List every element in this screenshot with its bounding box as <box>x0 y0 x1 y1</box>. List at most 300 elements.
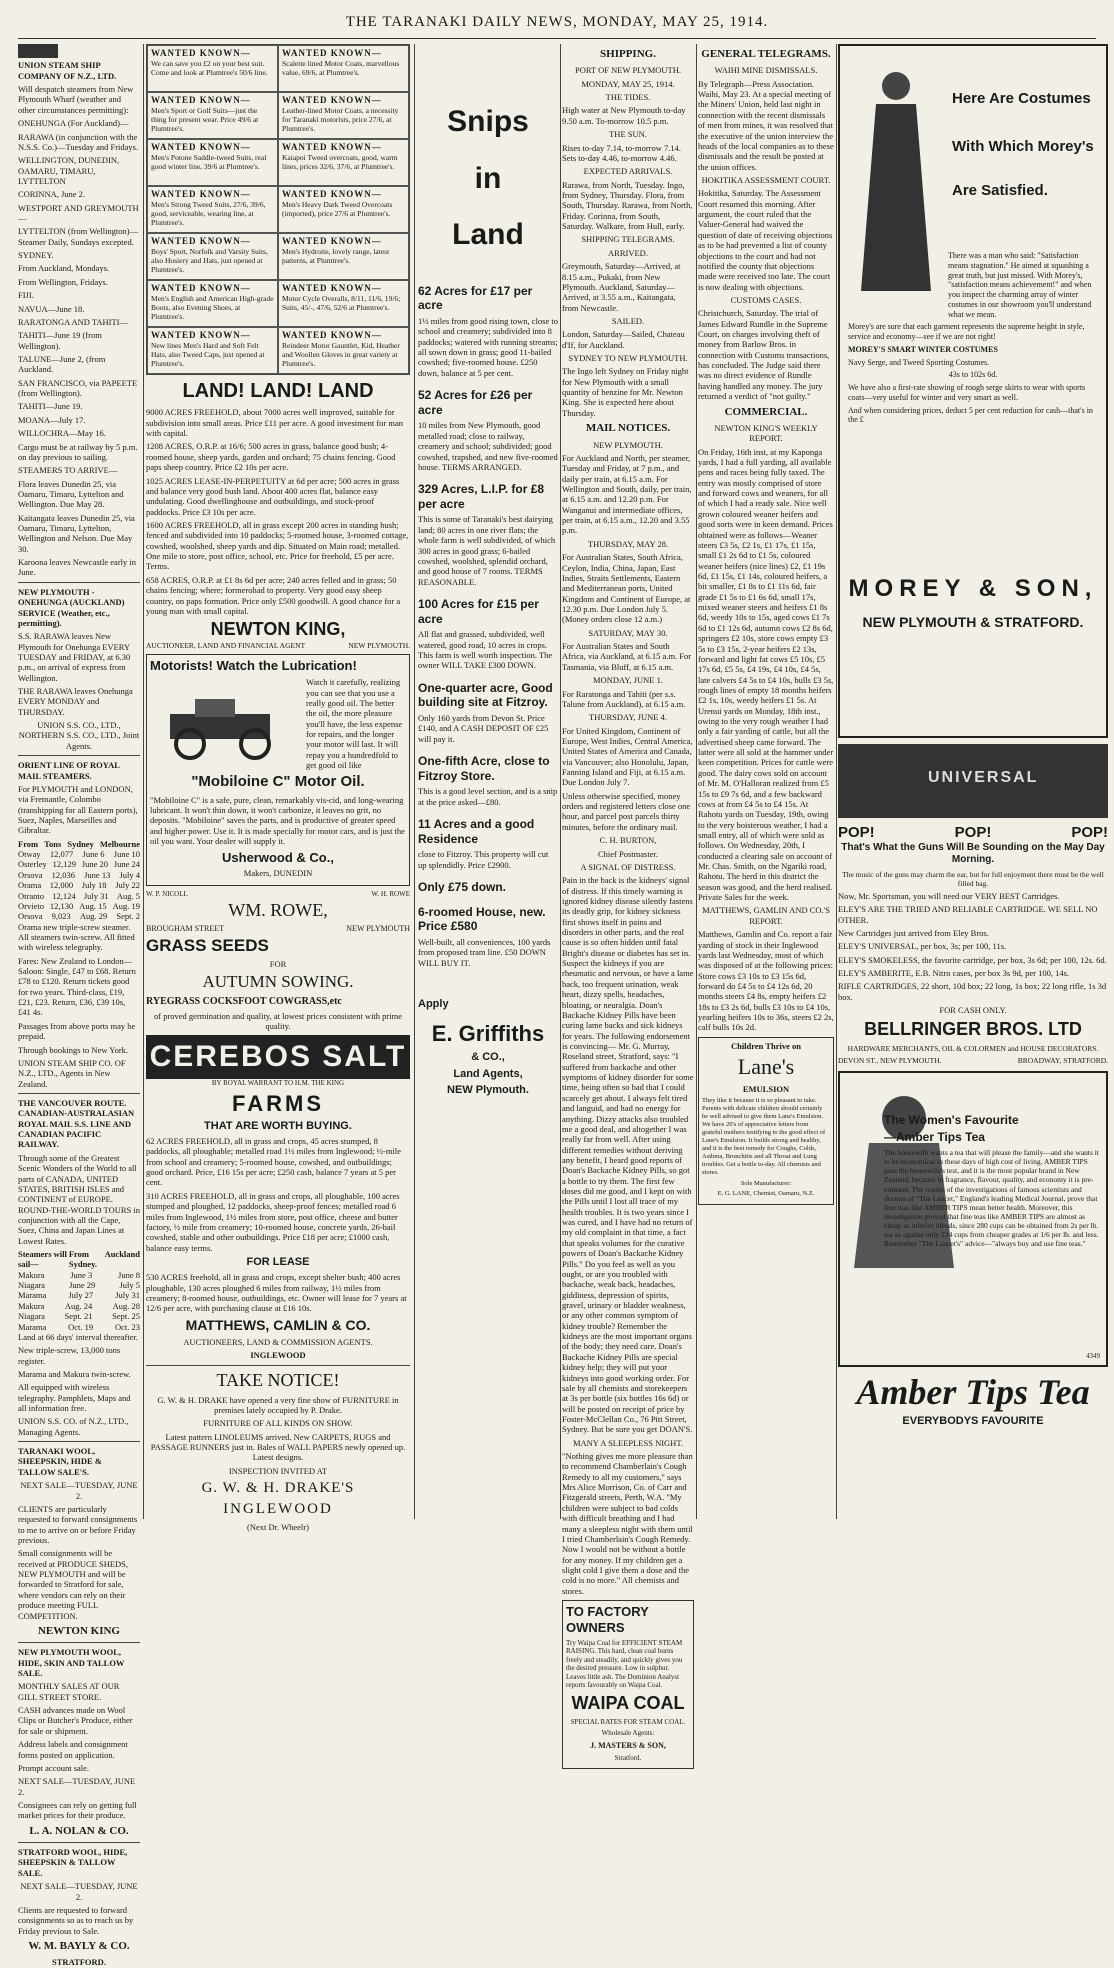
column-telegrams <box>698 44 834 1521</box>
pop-line: ELEY'S AMBERITE, E.B. Nitro cases, per box 3s 9d, per 100, 14s. <box>838 968 1070 979</box>
morey-body-2: Morey's are sure that each garment represents the supreme height in style, service and economy—see if we are not right! <box>848 322 1085 341</box>
usco-line: RARAWA (in conjunction with the N.S.S. Co.)—Tuesday and Fridays. <box>18 131 139 152</box>
wanted-known-title: WANTED KNOWN— <box>151 142 251 152</box>
table-row <box>18 1249 140 1270</box>
snip-body: 10 miles from New Plymouth, good metalled road; close to railway, creamery and school; subdivided; good cowshed, trapshed, and new five-roomed house. TERMS ARRANGED. <box>418 420 558 472</box>
snip-body: Only 160 yards from Devon St. Price £140, and A CASH DEPOSIT OF £25 will pay it. <box>418 712 549 744</box>
wanted-known-title: WANTED KNOWN— <box>151 283 251 293</box>
saturday-body: For Australian States and South Africa, via Auckland, at 6.15 a.m. For Tasmania, via Bluff, at 6.15 a.m. <box>562 641 692 672</box>
expected-body: Rarawa, from North, Tuesday. Ingo, from Sydney, Thursday. Flora, from South, Thursday. Rarawa, from North, Friday. Corinna, from South, Saturday. Walkare, from Hull, early. <box>562 179 693 232</box>
lanes-emulsion-ad <box>698 1037 834 1206</box>
cartridge-illustration <box>838 744 1108 818</box>
griffiths: E. Griffiths <box>431 1021 545 1047</box>
table-cell: July 5 <box>119 1280 140 1291</box>
table-cell: Aug. 19 <box>112 900 140 911</box>
wanted-known-text: We can save you £2 on your best suit. Come and look at Plumtree's 50/6 line. <box>151 58 268 78</box>
wanted-known-text: Men's Strong Tweed Suits, 27/6, 39/6, good, serviceable, wearing line, at Plumtree's. <box>151 199 266 228</box>
table-row <box>18 880 140 890</box>
snip-body: This is a good level section, and is a snip at the price asked—£80. <box>418 786 558 807</box>
np-service-title: NEW PLYMOUTH - ONEHUNGA (AUCKLAND) SERVICE (Weather, etc., permitting). <box>18 586 125 628</box>
usco-line: TALUNE—June 2, (from Auckland. <box>18 353 106 375</box>
notice-line: FURNITURE OF ALL KINDS ON SHOW. <box>203 1418 353 1429</box>
wanted-known-title: WANTED KNOWN— <box>282 95 382 105</box>
motor-car-icon <box>150 679 300 769</box>
commercial-heading: COMMERCIAL. <box>724 405 808 418</box>
np-wool-note: Address labels and consignment forms posted on application. <box>18 1739 128 1760</box>
amber-slogan: EVERYBODYS FAVOURITE <box>902 1414 1044 1427</box>
sun-heading: THE SUN. <box>609 129 647 140</box>
table-row <box>18 849 140 859</box>
apply: Apply <box>418 997 449 1010</box>
pop-word: POP! <box>1071 824 1108 841</box>
matthews-report-heading: MATTHEWS, GAMLIN AND CO.'S REPORT. <box>702 905 830 926</box>
signal-heading: A SIGNAL OF DISTRESS. <box>580 861 676 872</box>
usco-line: TAHITI—June 19. <box>18 401 83 412</box>
vancouver-title: THE VANCOUVER ROUTE. CANADIAN-AUSTRALASIAN ROYAL MAIL S.S. LINE AND CANADIAN PACIFIC RAILWAY. <box>18 1097 135 1150</box>
wanted-known-title: WANTED KNOWN— <box>151 189 251 199</box>
morey-smart: MOREY'S SMART WINTER COSTUMES <box>848 344 998 354</box>
table-cell: June 24 <box>113 859 140 870</box>
wanted-known-title: WANTED KNOWN— <box>282 48 382 58</box>
tides-heading: THE TIDES. <box>605 92 651 103</box>
stratford-wool-title: STRATFORD WOOL, HIDE, SHEEPSKIN & TALLOW SALE. <box>18 1847 128 1878</box>
morey-heading-3: Are Satisfied. <box>952 182 1048 199</box>
nicoll: W. P. NICOLL <box>146 889 188 898</box>
wanted-known-item <box>147 280 278 327</box>
stratford-notes <box>18 1905 140 1936</box>
usco-line: CORINNA, June 2. <box>18 189 86 200</box>
waipa-town: Stratford. <box>614 1753 642 1762</box>
usco-line: SYDNEY. <box>18 250 54 261</box>
general-heading: GENERAL TELEGRAMS. <box>701 48 831 60</box>
bellringer-addr: DEVON ST., NEW PLYMOUTH. <box>838 1055 942 1065</box>
thursday-body: For Australian States, South Africa, Ceylon, India, China, Japan, East Indies, Straits Settlements, Eastern and Mediterranean ports, United Kingdom and Continent of Europe, at 12.30 p.m. Due London July 5. (Money orders close 12 a.m.) <box>562 552 691 625</box>
grass-for: FOR <box>269 958 287 969</box>
table-cell: Niagara <box>18 1311 45 1322</box>
monday-body: For Raratonga and Tahiti (per s.s. Talune from Auckland), at 6.15 a.m. <box>562 688 686 709</box>
port-heading: PORT OF NEW PLYMOUTH. <box>574 65 681 76</box>
table-cell: Orama <box>18 880 42 891</box>
snip-heading: 62 Acres for £17 per acre <box>418 283 533 313</box>
snip-heading: 11 Acres and a good Residence <box>418 816 535 846</box>
table-cell: Makura <box>18 1300 45 1311</box>
usco-list <box>18 84 140 578</box>
table-row <box>18 891 140 901</box>
ryegrass-sub: of proved germination and quality, at lowest prices consistent with prime quality. <box>153 1010 402 1032</box>
table-cell: Sept. 21 <box>64 1311 93 1322</box>
usco-line: WESTPORT AND GREYMOUTH— <box>18 202 139 224</box>
snip-body: 1½ miles from good rising town, close to school and creamery; subdivided into 8 paddocks; watered with running streams; all sown down in grass; good 11-bailed cowshed; five-roomed house. £250 down, balance at 5 per cent. <box>418 316 559 378</box>
usco-line: STEAMERS TO ARRIVE— <box>18 465 118 476</box>
farm-item: 62 ACRES FREEHOLD, all in grass and crops, 45 acres stumped, 8 paddocks, all ploughable; metalled road 1½ miles from Inglewood; ½-mile from school and creamery; 5-roomed house, cowshed, and outbuildings; good orchard. Price, £16 15s per acre; £250 cash, balance 7 years at 5 per cent. <box>146 1136 401 1188</box>
telegrams-heading: SHIPPING TELEGRAMS. <box>581 234 675 245</box>
table-row <box>18 1301 140 1311</box>
rowe-address: BROUGHAM STREET <box>146 924 225 934</box>
orient-note: Orama new triple-screw steamer. All steamers twin-screw. All fitted with wireless telegraphy. <box>18 921 135 953</box>
table-cell: June 6 <box>82 849 105 860</box>
hokitika-heading: HOKITIKA ASSESSMENT COURT. <box>701 175 831 185</box>
np-wool-note: NEXT SALE—TUESDAY, JUNE 2. <box>18 1776 136 1797</box>
mobiloine-ad <box>146 654 410 885</box>
usco-line: FIJI. <box>18 290 34 301</box>
wanted-known-text: Men's Sport or Golf Suits—just the thing for present wear. Price 49/6 at Plumtree's. <box>151 105 259 134</box>
wanted-known-text: Boys' Sport, Norfolk and Varsity Suits, also Hosiery and Hats, just opened at Plumtree's. <box>151 246 268 275</box>
usco-line: WELLINGTON, DUNEDIN, OAMARU, TIMARU, LYTTELTON <box>18 155 120 186</box>
sailed-heading: SAILED. <box>611 315 645 326</box>
signal-body: Pain in the back is the kidneys' signal of distress. If this timely warning is ignored kidney disease silently fastens its deadly grip, for kidney sickness first shows itself in pains and disorders in other parts, and the real cause is so often hidden until fatal Bright's disease or diabetes has set in. Suspect the kidneys if you are rheumatic and nervous, or have a lame back, too frequent urination, weak heart, dizzy spells, headaches, bloating, or neuralgia. Doan's Backache Kidney Pills have been curing lame backs and sick kidneys for years. The following endorsement is convincing— Mr. G. Murray, Roseland street, Stratford, says: "I suffered from backache and other symptoms of kidney disorder for some time, being often so bad that I could scarcely get about. I always felt tired and languid, and had no energy for anything. Dizzy attacks also troubled me a good deal, and altogether I was really far from well. After using different remedies without deriving any benefit, I heard good reports of Doan's Backache Kidney Pills, so got a bottle to try them. The first few doses did me good, and I kept on with the Pills until I lost all trace of my health troubles. It is two years since I was cured, and I have had no return of my old complaint in that time, a fact that speaks volumes for the curative powers of Doan's Backache Kidney Pills." Do you feel as well as you ought, or are you troubled with backache, weak back, headaches, giddiness, depression of spirits, gravel, urinary or bladder weakness, or any other common symptom of kidney trouble? Remember the kidneys are the most important organs of the body; they need care. Doan's Backache Kidney Pills are special kidney help; they will put your kidneys into good working order. For sale by all chemists and storekeepers at 3s per bottle (six bottles 16s 6d) or will be posted on receipt of price by Foster-McClellan Co., 76 Pitt Street, Sydney. But be sure you get DOAN'S. <box>562 875 694 1435</box>
mobiloine-desc: "Mobiloine C" is a safe, pure, clean, remarkably vis-cid, and long-wearing lubricant. It won't thin down, it won't carbonize, it leaves no grit, no deposits. "Mobiloine" saves the parts, and is productive of greater speed and higher power. Use it. It is made specially for motor cars, and is just the oil you want. Your dealer will supply it. <box>150 794 405 847</box>
snips-land: Land <box>452 218 524 252</box>
table-cell: Steamers will sail— <box>18 1249 67 1270</box>
orient-intro: For PLYMOUTH and LONDON, via Fremantle, Colombo (transhipping for all Eastern ports), Suez, Naples, Marseilles and Gibraltar. <box>18 783 138 836</box>
vancouver-note: UNION S.S. CO. of N.Z., LTD., Managing Agents. <box>18 1416 129 1437</box>
steamship-icon <box>18 44 140 60</box>
wanted-known-title: WANTED KNOWN— <box>282 142 382 152</box>
notice-line: G. W. & H. DRAKE have opened a very fine show of FURNITURE in premises lately occupied by P. Drake. <box>157 1394 399 1415</box>
table-row <box>18 911 140 921</box>
np-service-line: S.S. RARAWA leaves New Plymouth for Onehunga EVERY TUESDAY and FRIDAY, at 6.30 p.m., on arrival of express from Wellington. <box>18 631 131 683</box>
lane-maker: Sole Manufacturer: <box>740 1179 792 1187</box>
tides-body: High water at New Plymouth to-day 9.50 a.m. To-morrow 10.5 p.m. <box>562 105 686 126</box>
morey-body-3: We have also a first-rate showing of rough serge skirts to wear with sports coats—very useful for winter and very smart as well. <box>848 383 1086 402</box>
usco-line: Flora leaves Dunedin 25, via Oamaru, Timaru, Lyttelton and Wellington. Due May 28. <box>18 478 124 510</box>
waipa-coal-ad <box>562 1600 694 1769</box>
column-shipping-mail <box>562 44 694 1762</box>
taranaki-note: Small consignments will be received at PRODUCE SHEDS, NEW PLYMOUTH and will be forwarded to Stratford for sale, where vendors can rely on their produce meeting FULL COMPETITION. <box>18 1548 129 1621</box>
newton-report-body: On Friday, 16th inst, at my Kaponga yards, I had a full yarding, all available pens and races being fully taxed. The entry was mostly comprised of store and forward cows and weaners, for all of which I had a ready sale. Nice well grown coloured weaner heifers and good sorts were in keen demand. Prices obtained were as follows—Weaner steers £3 5s, £2 1s, £1 17s, £1 15s, small £1 2s 6d to £1 5s, coloured weaner heifers (nice lines) £2, £1 19s 6d, £1 15s, £1 14s, coloured heifers, a bit smaller, £1 8s to £1 11s 6d, fair grade £1 5s to £1 6s 6d, small 17s, mixed weaner steers and heifers £1 8s 6d, weedy 10s to 15s, aged cows £1 7s 6d to £1 12s 6d, autumn cows £2 8s 6d, springers £2 10s, store cows empty £3 5s to £3 15s, 2-year heifers £2 13s, forward and light fat cows £5 10s, £5 17s 6d, £5 5s, £4 19s, £4 10s, £4 5s, late calvers £4 5s to £4 10s, bulls £3 5s, rough lines of empty 18 months heifers £2 1s, 10s, weedy heifers £1 5s. At Urenui yards on Monday, 18th inst., owing to the very rough weather I had only a fair yarding of cattle, but all the advertised sheep came forward. The latter were all sold at the hammer under keen competition. Prices for cattle were good. The dairy cows sold on account of Mr. M. O'Halloran realized from £5 15s to £9 7s 6d, and a few backward cows at from £4 5s to £4 15s. At Rahotu yards on Tuesday, 19th, owing to the very boisterous weather, I had a small entry, all of which were sold as follows. On Wednesday, 20th, I conducted a clearing sale on account of Mr. Chas. Smith, on the Ngariki road, Rahotu. The herd in this district the season was good, and the herd realised. Private Sales for the week. <box>698 446 834 903</box>
waipa-sub: SPECIAL RATES FOR STEAM COAL. <box>570 1717 686 1726</box>
table-cell: Aug. 28 <box>112 1300 140 1311</box>
lane-emulsion: EMULSION <box>742 1083 790 1094</box>
table-cell: Osterley <box>18 859 47 870</box>
griffiths-co: & CO., <box>471 1051 505 1064</box>
arrived-heading: ARRIVED. <box>608 247 648 258</box>
table-cell: Niagara <box>18 1280 45 1291</box>
amber-heading-1: The Women's Favourite <box>884 1112 1019 1127</box>
sailed-body: London, Saturday—Sailed, Chateau d'If, for Auckland. <box>562 329 685 350</box>
usherwood: Usherwood & Co., <box>222 849 334 865</box>
table-row <box>18 839 140 849</box>
taranaki-next-sale: NEXT SALE—TUESDAY, JUNE 2. <box>20 1480 138 1501</box>
wanted-known-item <box>147 233 278 280</box>
np-service-line: THE RARAWA leaves Onehunga EVERY MONDAY and THURSDAY. <box>18 686 133 717</box>
thursday2-heading: THURSDAY, JUNE 4. <box>589 712 667 723</box>
vancouver-table <box>18 1249 140 1332</box>
table-cell: 12,129 <box>52 859 76 870</box>
land-item: 1025 ACRES LEASE-IN-PERPETUITY at 6d per acre; 500 acres in grass and balance very good bush land. About 400 acres flat, balance easy undulating. Good dwellinghouse and outbuildings, and stock-proof paddocks. Price £3 10s per acre. <box>146 475 400 517</box>
mobiloine-brand: "Mobiloine C" Motor Oil. <box>191 773 365 791</box>
wanted-known-item <box>278 45 409 92</box>
burton: C. H. BURTON, <box>599 835 657 846</box>
saturday-heading: SATURDAY, MAY 30. <box>588 627 668 638</box>
np-wool-note: MONTHLY SALES AT OUR GILL STREET STORE. <box>18 1681 120 1702</box>
pop-word: POP! <box>954 824 992 841</box>
np-wool-title: NEW PLYMOUTH WOOL, HIDE, SKIN AND TALLOW SALE. <box>18 1647 125 1678</box>
table-cell: June 20 <box>81 859 108 870</box>
waipa-to: TO FACTORY OWNERS <box>566 1604 649 1635</box>
nolan-sig: L. A. NOLAN & CO. <box>29 1824 129 1837</box>
rowe-town: NEW PLYMOUTH <box>346 924 410 934</box>
sun-body: Rises to-day 7.14, to-morrow 7.14. Sets to-day 4.46, to-morrow 4.46. <box>562 142 681 163</box>
wanted-known-text: Reindeer Motor Gauntlet, Kid, Heather and Woollen Gloves in great variety at Plumtree's. <box>282 340 400 369</box>
orient-note: Through bookings to New York. <box>18 1044 129 1055</box>
taranaki-sale-title: TARANAKI WOOL, SHEEPSKIN, HIDE & TALLOW SALE'S. <box>18 1446 102 1477</box>
cerebos-sub: BY ROYAL WARRANT TO H.M. THE KING <box>211 1079 345 1088</box>
farm-item: 310 ACRES FREEHOLD, all in grass and crops, all ploughable, 100 acres stumped and ploughed, 12 paddocks, sheep-proof fences; metalled road 6 miles from Inglewood, 1½ miles from store, post office, cheese and butter factory, ½ mile from creamery; 10-roomed house, concrete yards, 26-bail cowshed, stable and other outbuildings. Price £18 per acre; £1000 cash, balance easy terms. <box>146 1190 400 1253</box>
table-cell: June 29 <box>69 1280 96 1291</box>
autumn-sowing: AUTUMN SOWING. <box>202 972 354 992</box>
expected-heading: EXPECTED ARRIVALS. <box>583 166 673 177</box>
table-cell: Aug. 5 <box>116 890 140 901</box>
table-cell: 9,023 <box>51 911 71 922</box>
pop-lines <box>838 891 1108 1002</box>
table-cell: Aug. 24 <box>64 1300 93 1311</box>
lane-name: E. G. LANE, Chemist, Oamaru, N.Z. <box>717 1190 815 1198</box>
customs-body: Christchurch, Saturday. The trial of James Edward Rundle in the Supreme Court, on charges involving theft of money from Barlow Bros. in connection with Customs transactions, has concluded. The Judge said there was no direct evidence of Rundle having handled any money. The jury returned a verdict of "not guilty." <box>698 308 830 402</box>
snip-heading: 52 Acres for £26 per acre <box>418 388 533 417</box>
table-cell: Orsova <box>18 869 43 880</box>
morey-heading-2: With Which Morey's <box>952 138 1094 155</box>
mail-body: For Auckland and North, per steamer, Tuesday and Friday, at 7 p.m., and daily per train, at 6.15 a.m. For Wellington and South, daily, per train, at 6.15 a.m. and 12.20 p.m. For Wanganui and intermediate offices, per train, at 6.15 a.m., 12.20 and 3.55 p.m. <box>562 452 692 536</box>
amber-body: The housewife wants a tea that will please the family—and she wants it to be economical in these days of high cost of living. AMBER TIPS pass the housewife's test, and it is the most popular brand in New Zealand, because in fragrance, flavour, quality, and economy it is pre-eminent. The results of the investigations of famous scientists and doctors of "The Lancet," England's leading Medical Journal, prove that fine teas like AMBER TIPS mean better health. Moreover, this investigation proved that fine teas like AMBER TIPS are almost as cheap as inferior blends, since 280 cups can be obtained from 2s per lb. tea as against only 224 cups from cheaper grades at 1/6 per lb. and less. Remember "The Lancet's" advice—"always buy and use fine teas." <box>884 1148 1099 1249</box>
table-cell: June 8 <box>118 1269 140 1280</box>
table-row <box>18 1311 140 1321</box>
waipa-agents: Wholesale Agents: <box>601 1729 655 1738</box>
masthead: THE TARANAKI DAILY NEWS, MONDAY, MAY 25, 1914. <box>345 14 769 30</box>
farms-heading: FARMS <box>232 1090 324 1116</box>
hrowe: W. H. ROWE <box>371 889 410 898</box>
usco-line: MOANA—July 17. <box>18 414 86 425</box>
table-row <box>18 1290 140 1300</box>
grass-seeds: GRASS SEEDS <box>146 935 269 955</box>
for-lease: FOR LEASE <box>246 1256 310 1268</box>
table-cell: Orvieto <box>18 900 44 911</box>
arrived-body: Greymouth, Saturday—Arrived, at 8.15 a.m., Pukaki, from New Plymouth. Auckland, Saturday—Arrived, at 3.55 a.m., Kaitangata, from Newcastle. <box>562 261 681 313</box>
thursday-heading: THURSDAY, MAY 28. <box>587 538 669 549</box>
monday-heading: MONDAY, JUNE 1. <box>593 675 663 686</box>
table-cell: From <box>18 838 39 849</box>
column-divider <box>414 44 415 1519</box>
wanted-known-grid <box>146 44 410 375</box>
wanted-known-title: WANTED KNOWN— <box>151 48 251 58</box>
waipa-body: Try Waipa Coal for EFFICIENT STEAM RAISING. This hard, clean coal burns freely and steadily, and quickly gives you the desired pressure. Low in sulphur. Leaves little ash. The Dominion Analyst reports favourably on Waipa Coal. <box>566 1638 683 1690</box>
wanted-known-title: WANTED KNOWN— <box>282 189 382 199</box>
wanted-known-text: Men's English and American High-grade Boots, also Evening Shoes, at Plumtree's. <box>151 293 274 322</box>
np-wool-note: Consignees can rely on getting full market prices for their produce. <box>18 1799 137 1821</box>
morey-price: 43s to 102s 6d. <box>948 370 998 380</box>
table-cell: 12,130 <box>49 900 74 911</box>
wanted-known-text: Motor Cycle Overalls, 8/11, 11/6, 19/6; Suits, 45/-, 47/6, 52/6 at Plumtree's. <box>282 293 401 313</box>
column-snips <box>418 44 558 1521</box>
wanted-known-item <box>147 139 278 186</box>
table-cell: 12,000 <box>49 880 74 891</box>
land-item: 9000 ACRES FREEHOLD, about 7000 acres well improved, suitable for subdivision into small areas. Price £11 per acre. A good investment for man with capital. <box>146 407 403 439</box>
table-cell: Otway <box>18 849 41 860</box>
wanted-known-title: WANTED KNOWN— <box>151 330 251 340</box>
wanted-known-item <box>278 139 409 186</box>
table-cell: From Sydney. <box>68 1249 97 1270</box>
usco-line: From Wellington, Fridays. <box>18 276 108 287</box>
orient-notes <box>18 922 140 1089</box>
sydney-heading: SYDNEY TO NEW PLYMOUTH. <box>568 353 688 364</box>
snip-body: Well-built, all conveniences, 100 yards from proposed tram line. £50 DOWN WILL BUY IT. <box>418 936 551 968</box>
usco-line: SAN FRANCISCO, via PAPEETE (from Wellington). <box>18 377 138 399</box>
newton-king-heading: NEWTON KING, <box>210 619 346 640</box>
np-wool-notes <box>18 1681 140 1820</box>
snip-body: This is some of Taranaki's best dairying land; 80 acres in one river flats; the whole farm is well subdivided, of which 300 acres in good grass; 6-bailed cowshed, woolshed, splendid orchard, and good house of 7 rooms. TERMS REASONABLE. <box>418 514 556 587</box>
griffiths-town: NEW Plymouth. <box>447 1083 529 1096</box>
ryegrass: RYEGRASS COCKSFOOT COWGRASS,etc <box>146 995 342 1007</box>
pop-line: ELEY'S UNIVERSAL, per box, 3s; per 100, 11s. <box>838 941 1007 952</box>
cartridge-label: UNIVERSAL <box>928 769 1039 786</box>
table-row <box>18 1322 140 1332</box>
morey-town: NEW PLYMOUTH & STRATFORD. <box>862 614 1084 630</box>
wanted-known-title: WANTED KNOWN— <box>151 236 251 246</box>
table-cell: June 3 <box>70 1269 93 1280</box>
snip-body: close to Fitzroy. This property will cut up splendidly. Price £2900. <box>418 849 549 870</box>
table-cell: July 31 <box>115 1290 140 1301</box>
wanted-known-text: Kaiapoi Tweed overcoats, good, warm lines, prices 32/6, 37/6, at Plumtree's. <box>282 152 398 172</box>
mobiloine-heading: Motorists! Watch the Lubrication! <box>150 658 357 674</box>
table-cell: Melbourne <box>99 838 140 849</box>
usco-line: Cargo must be at railway by 5 p.m. on day previous to sailing. <box>18 441 138 462</box>
table-cell: Tons <box>44 838 62 849</box>
pop-body: The music of the guns may charm the ear, but for full enjoyment there must be the well filled bag. <box>842 869 1104 888</box>
waihi-heading: WAIHI MINE DISMISSALS. <box>714 65 818 76</box>
mobiloine-body: Watch it carefully, realizing you can see that you use a really good oil. The better the oil, the more pleasure you'll have, the less expense for repairs, and the longer your motor will last. It will repay you a hundredfold to get good oil like <box>306 677 403 771</box>
table-cell: June 10 <box>113 849 140 860</box>
drake-sub: (Next Dr. Wheelr) <box>247 1521 309 1532</box>
matthews-heading: MATTHEWS, CAMLIN & CO. <box>185 1316 371 1333</box>
lane-child: Children Thrive on <box>730 1040 802 1051</box>
vancouver-note: All equipped with wireless telegraphy. Pamphlets, Maps and all information free. <box>18 1382 131 1414</box>
pop-line: ELEY'S ARE THE TRIED AND RELIABLE CARTRIDGE. WE SELL NO OTHER. <box>838 904 1098 925</box>
vancouver-note: Marama and Makura twin-screw. <box>18 1368 131 1379</box>
table-cell: Marama <box>18 1321 47 1332</box>
pop-heading <box>838 824 1108 842</box>
snips-in: in <box>474 161 502 195</box>
lane-heading: Lane's <box>737 1054 795 1080</box>
taranaki-note: CLIENTS are particularly requested to forward consignments to me to arrive on or before Friday previous. <box>18 1503 138 1545</box>
customs-heading: CUSTOMS CASES. <box>730 294 802 305</box>
wanted-known-text: Leather-lined Motor Coats, a necessity for Taranaki motorists, price 27/6, at Plumtree's. <box>282 105 399 134</box>
column-shipping-ads <box>18 44 140 1968</box>
usco-line: From Auckland, Mondays. <box>18 263 110 274</box>
table-cell: Orsova <box>18 911 43 922</box>
table-cell: Sydney <box>67 838 94 849</box>
table-cell: 12,036 <box>51 869 76 880</box>
land-item: 1600 ACRES FREEHOLD, all in grass except 200 acres in standing bush; fenced and subdivided into 10 paddocks; 5-roomed house, 3-roomed cottage, cowshed, woolshed, sheep yards and dip. Situated on Main road; metalled. One mile to store, post office, school, etc. Price for freehold, £5 per acre. Terms. <box>146 519 409 572</box>
table-cell: Otranto <box>18 890 44 901</box>
usco-line: WILLOCHRA—May 16. <box>18 428 106 439</box>
table-cell: July 18 <box>81 880 107 891</box>
orient-title: ORIENT LINE OF ROYAL MAIL STEAMERS. <box>18 760 120 781</box>
matthews-report-body: Matthews, Gamlin and Co. report a fair yarding of stock in their Inglewood yards last Wednesday, most of which was disposed of at the following prices: Store cows £3 10s to £3 15s 6d, forward do £4 5s to £4 12s 6d, 20 months steers £4 8s, empty heifers £2 18s to £3 2s 6d, bulls £3 10s to £4 10s, yearling heifers 10s to 36s, steers £2 2s, calf bulls 10s 2d. <box>698 929 834 1033</box>
table-cell: Marama <box>18 1290 47 1301</box>
bellringer-sub: HARDWARE MERCHANTS, OIL & COLORMEN and HOUSE DECORATORS. <box>847 1043 1099 1053</box>
morey-ad <box>838 44 1108 738</box>
newton-king-sig: NEWTON KING <box>37 1624 120 1637</box>
usco-line: Will despatch steamers from New Plymouth Wharf (weather and other circumstances permitting): <box>18 84 134 115</box>
land-item: 1208 ACRES, O.R.P. at 16/6; 500 acres in grass, balance good bush; 4-roomed house, sheep yards, garden and orchard; 75 chains fencing. Good paps sheep country. Price £2 10s per acre. <box>146 441 396 473</box>
table-cell: Aug. 15 <box>79 900 107 911</box>
np-agents: UNION S.S. CO., LTD., NORTHERN S.S. CO., LTD., Joint Agents. <box>18 720 140 751</box>
table-cell: 12,077 <box>49 849 74 860</box>
amber-text <box>880 1113 1100 1252</box>
morey-body-4: And when considering prices, deduct 5 per cent reduction for cash—that's in the £ <box>848 405 1093 425</box>
morey-body-1: There was a man who said: "Satisfaction means stagnation." He aimed at squashing a great truth, but just missed. With Morey's, "satisfaction means achievement!" and when you inspect the charming array of winter costumes in our showroom you'll understand what we mean. <box>948 251 1092 319</box>
usco-line: TAHITI—June 19 (from Wellington). <box>18 330 102 351</box>
land-list <box>146 407 410 616</box>
date-heading: MONDAY, MAY 25, 1914. <box>581 78 675 89</box>
newton-report-heading: NEWTON KING'S WEEKLY REPORT. <box>714 422 818 444</box>
mail-np: NEW PLYMOUTH. <box>593 439 663 450</box>
sydney-body: The Ingo left Sydney on Friday night for New Plymouth with a small quantity of benzine for Mr. Newton King. She is expected here about Thursday. <box>562 366 689 418</box>
table-cell: Aug. 29 <box>79 911 108 922</box>
farms-list <box>146 1136 410 1253</box>
table-cell: June 13 <box>84 869 111 880</box>
bellringer-heading: BELLRINGER BROS. LTD <box>864 1018 1082 1039</box>
wanted-known-text: Men's Hydroite, lovely range, latest patterns, at Plumtree's. <box>282 246 390 266</box>
bellringer-addr2: BROADWAY, STRATFORD. <box>1017 1055 1108 1065</box>
newton-king-town: NEW PLYMOUTH. <box>348 641 410 651</box>
table-cell: Sept. 25 <box>112 1311 140 1322</box>
rowe-heading: WM. ROWE, <box>228 900 328 921</box>
lease-item: 530 ACRES freehold, all in grass and crops, except shelter bush; 400 acres ploughable, 130 acres ploughed 6 miles from railway, 1½ miles from creamery; 8-roomed house, outbuildings, etc. Owner will lease for 7 years at 12/6 per acre, with purchasing clause at £16 10s. <box>146 1272 407 1314</box>
morey-name: MOREY & SON, <box>848 575 1098 602</box>
usco-title: UNION STEAM SHIP COMPANY OF N.Z., LTD. <box>18 60 117 81</box>
farms-sub: THAT ARE WORTH BUYING. <box>204 1119 352 1132</box>
column-divider <box>836 44 837 1519</box>
table-cell: Sept. 2 <box>116 911 140 922</box>
notice-lines <box>146 1395 410 1477</box>
snip-heading: One-fifth Acre, close to Fitzroy Store. <box>418 754 550 783</box>
lane-body: They like it because it is so pleasant to take. Parents with delicate children should certainly be well advised to give them Lane's Emulsion. We have 20's of appreciative letters from grateful mothers testifying to the good effect of Lane's Emulsion. It builds strong and healthy, and it is the best remedy for Coughs, Colds, Asthma, Bronchitis and all Throat and Lung troubles. Get a bottle to-day. All chemists and stores. <box>702 1097 826 1176</box>
amber-logo: Amber Tips Tea <box>856 1371 1090 1412</box>
mail-heading: MAIL NOTICES. <box>585 422 671 435</box>
griffiths-agents: Land Agents, <box>453 1067 523 1080</box>
hokitika-body: Hokitika, Saturday. The Assessment Court resumed this morning. After argument, the court ruled that the Valuer-General had waived the question of date of receiving objections as to be had prevented a list of county objections to the court and had not notified the county that objections made were received too late. The court is now dealing with objections. <box>698 188 833 292</box>
np-service-list <box>18 631 140 717</box>
masthead-rule <box>18 38 1096 39</box>
wanted-known-text: Men's Heavy Dark Tweed Overcoats (imported), price 27/6 at Plumtree's. <box>282 199 393 219</box>
stratford-next-sale: NEXT SALE—TUESDAY, JUNE 2. <box>20 1881 138 1902</box>
usherwood-sub: Makers, DUNEDIN <box>243 868 313 879</box>
table-cell: Oct. 23 <box>114 1321 140 1332</box>
morey-text <box>848 251 1098 428</box>
wanted-known-item <box>147 92 278 139</box>
wanted-known-item <box>147 186 278 233</box>
amber-tips-ad <box>838 1071 1108 1367</box>
table-row <box>18 1280 140 1290</box>
snip-heading: One-quarter acre, Good building site at Fitzroy. <box>418 680 553 710</box>
sleepless-heading: MANY A SLEEPLESS NIGHT. <box>572 1437 684 1448</box>
vancouver-notes <box>18 1332 140 1437</box>
morey-heading-1: Here Are Costumes <box>952 90 1091 107</box>
usco-line: RARATONGA AND TAHITI— <box>18 316 128 327</box>
snip-heading: Only £75 down. <box>418 879 507 894</box>
usco-line: Kaitangata leaves Dunedin 25, via Oamaru, Timaru, Lyttelton, Wellington and Nelson. Due May 30. <box>18 512 135 554</box>
wanted-known-item <box>147 45 278 92</box>
orient-table <box>18 839 140 922</box>
waipa-name: J. MASTERS & SON, <box>590 1740 666 1750</box>
drake-town: INGLEWOOD <box>223 1501 333 1518</box>
matthews-sub: AUCTIONEERS, LAND & COMMISSION AGENTS. <box>183 1336 373 1347</box>
amber-heading-2: —Amber Tips Tea <box>884 1130 985 1145</box>
table-cell: Oct. 19 <box>68 1321 94 1332</box>
table-cell: July 27 <box>68 1290 94 1301</box>
drake-heading: G. W. & H. DRAKE'S <box>201 1480 355 1497</box>
